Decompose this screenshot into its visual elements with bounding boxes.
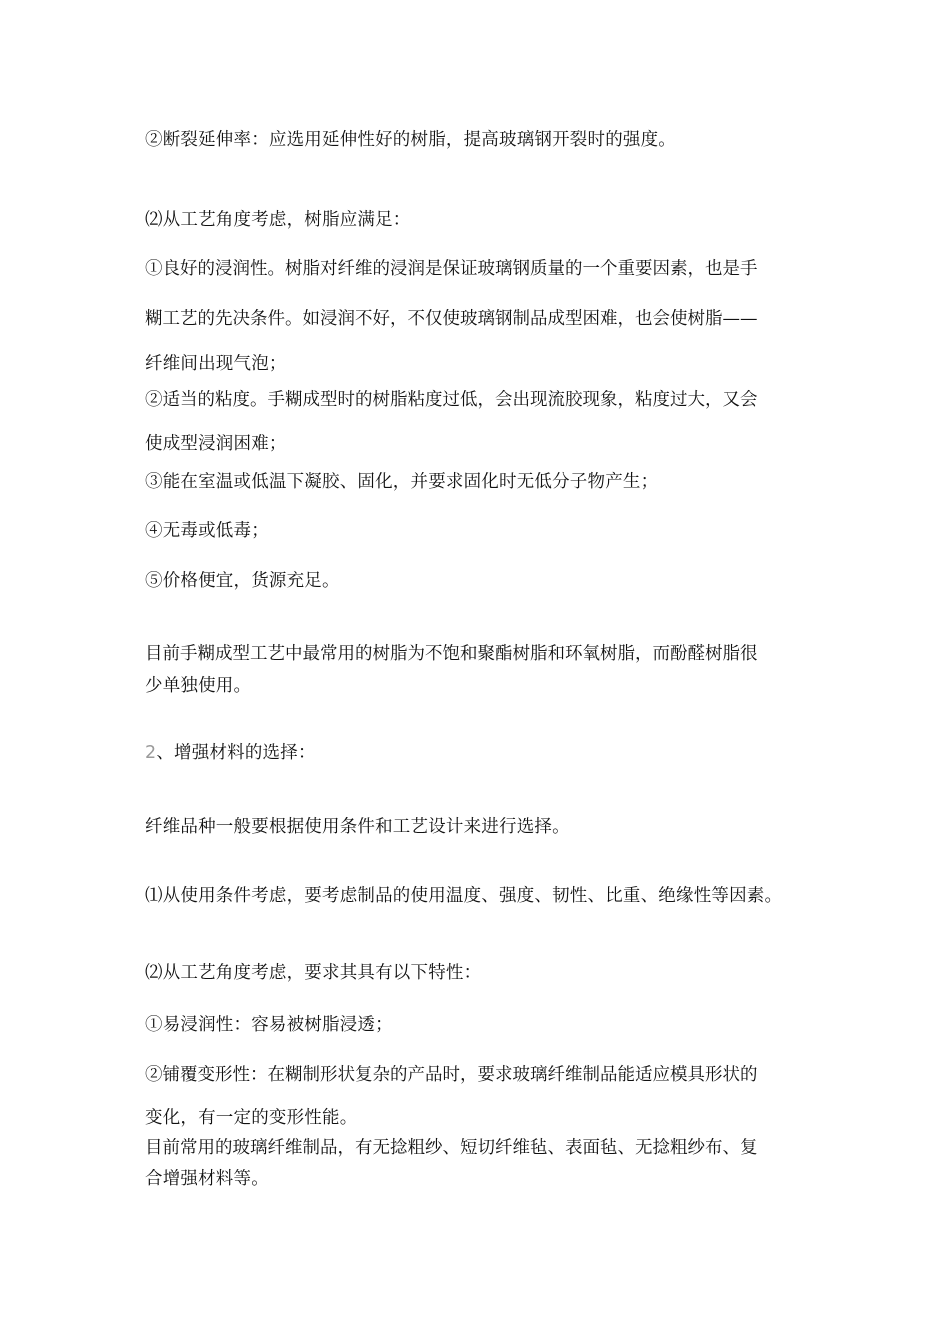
text-line-elongation: ②断裂延伸率：应选用延伸性好的树脂，提高玻璃钢开裂时的强度。 [145, 130, 676, 150]
text-line-price: ⑤价格便宜，货源充足。 [145, 571, 340, 591]
text-line-wettability-3: 纤维间出现气泡； [145, 354, 287, 374]
text-line-easy-wetting: ①易浸润性：容易被树脂浸透； [145, 1015, 393, 1035]
text-line-common-resin-1: 目前手糊成型工艺中最常用的树脂为不饱和聚酯树脂和环氧树脂，而酚醛树脂很 [145, 644, 758, 664]
section-heading-number: 2 [145, 743, 157, 763]
text-line-common-resin-2: 少单独使用。 [145, 676, 252, 696]
text-line-process-heading: ⑵从工艺角度考虑，树脂应满足： [145, 210, 411, 230]
text-line-drapability-2: 变化，有一定的变形性能。 [145, 1108, 358, 1128]
text-line-fiber-products-1: 目前常用的玻璃纤维制品，有无捻粗纱、短切纤维毡、表面毡、无捻粗纱布、复 [145, 1138, 758, 1158]
text-line-usage-conditions: ⑴从使用条件考虑，要考虑制品的使用温度、强度、韧性、比重、绝缘性等因素。 [145, 886, 783, 906]
text-line-process-requirements: ⑵从工艺角度考虑，要求其具有以下特性： [145, 963, 482, 983]
text-line-fiber-products-2: 合增强材料等。 [145, 1169, 269, 1189]
text-line-viscosity-1: ②适当的粘度。手糊成型时的树脂粘度过低，会出现流胶现象，粘度过大，又会 [145, 390, 758, 410]
text-line-drapability-1: ②铺覆变形性：在糊制形状复杂的产品时，要求玻璃纤维制品能适应模具形状的 [145, 1065, 758, 1085]
text-line-toxicity: ④无毒或低毒； [145, 521, 269, 541]
text-line-wettability-1: ①良好的浸润性。树脂对纤维的浸润是保证玻璃钢质量的一个重要因素，也是手 [145, 259, 758, 279]
text-line-viscosity-2: 使成型浸润困难； [145, 434, 287, 454]
section-heading-text: 、增强材料的选择： [156, 743, 316, 763]
section-heading [145, 741, 316, 765]
text-line-wettability-2: 糊工艺的先决条件。如浸润不好，不仅使玻璃钢制品成型困难，也会使树脂—— [145, 309, 758, 329]
text-line-curing: ③能在室温或低温下凝胶、固化，并要求固化时无低分子物产生； [145, 472, 659, 492]
text-line-fiber-selection: 纤维品种一般要根据使用条件和工艺设计来进行选择。 [145, 817, 570, 837]
